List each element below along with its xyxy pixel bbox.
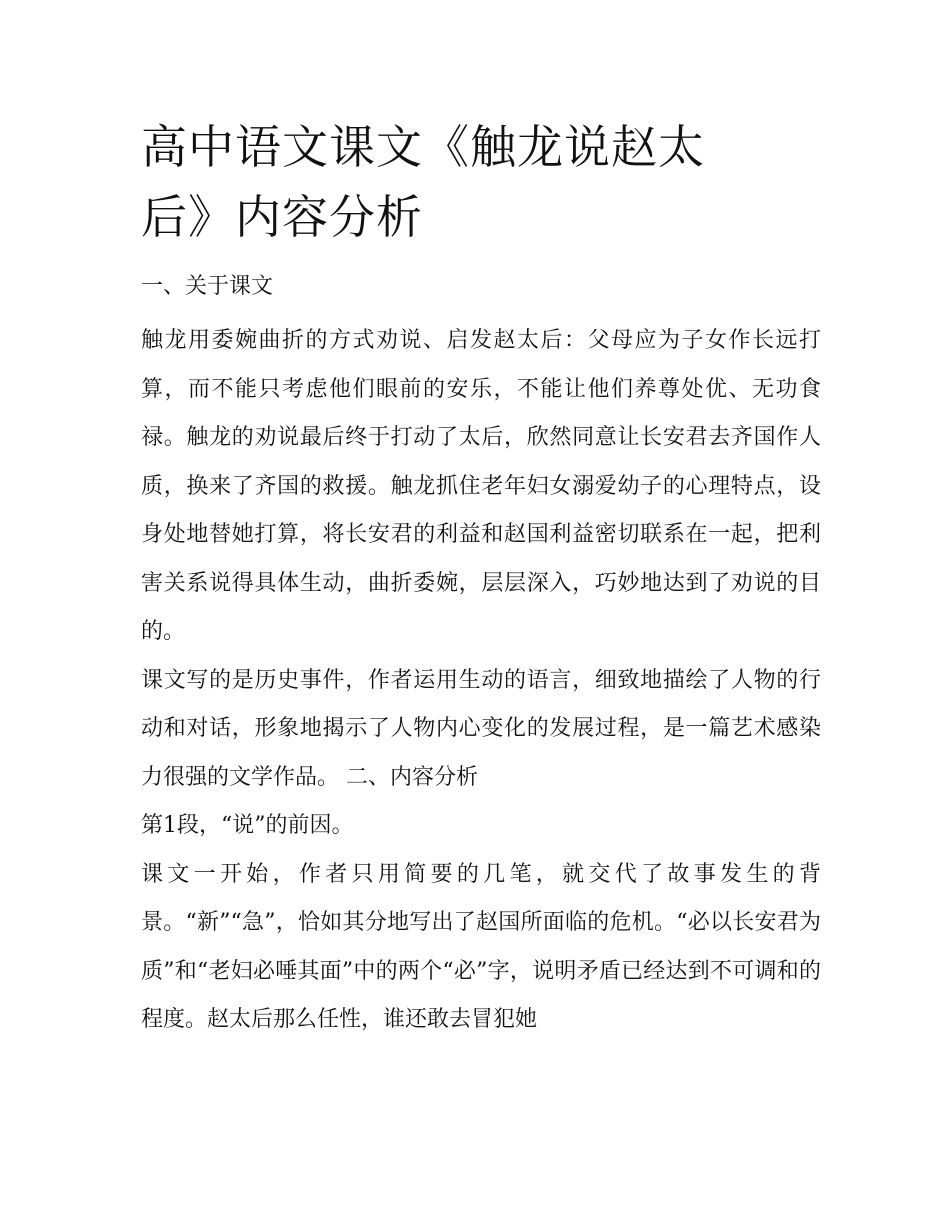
paragraph-3: 第1段，“说”的前因。 (141, 813, 354, 838)
document-title: 高中语文课文《触龙说赵太后》内容分析 (141, 120, 705, 244)
paragraph-4: 课文一开始，作者只用简要的几笔，就交代了故事发生的背景。“新”“急”，恰如其分地写出了赵国所面临的危机。“必以长安君为质”和“老妇必唾其面”中的两个“必”字，说明矛盾已经达到不可调和的程度。赵太后那么任性，谁还敢去冒犯她 (141, 861, 821, 1032)
paragraph-2: 课文写的是历史事件，作者运用生动的语言，细致地描绘了人物的行动和对话，形象地揭示了人物内心变化的发展过程，是一篇艺术感染力很强的文学作品。 二、内容分析 (141, 667, 821, 790)
paragraph-1: 触龙用委婉曲折的方式劝说、启发赵太后：父母应为子女作长远打算，而不能只考虑他们眼前的安乐，不能让他们养尊处优、无功食禄。触龙的劝说最后终于打动了太后，欣然同意让长安君去齐国作人质，换来了齐国的救援。触龙抓住老年妇女溺爱幼子的心理特点，设身处地替她打算，将长安君的利益和赵国利益密切联系在一起，把利害关系说得具体生动，曲折委婉，层层深入，巧妙地达到了劝说的目的。 (141, 328, 821, 644)
section-heading-about-text: 一、关于课文 (141, 274, 274, 299)
document-page (141, 112, 821, 1045)
